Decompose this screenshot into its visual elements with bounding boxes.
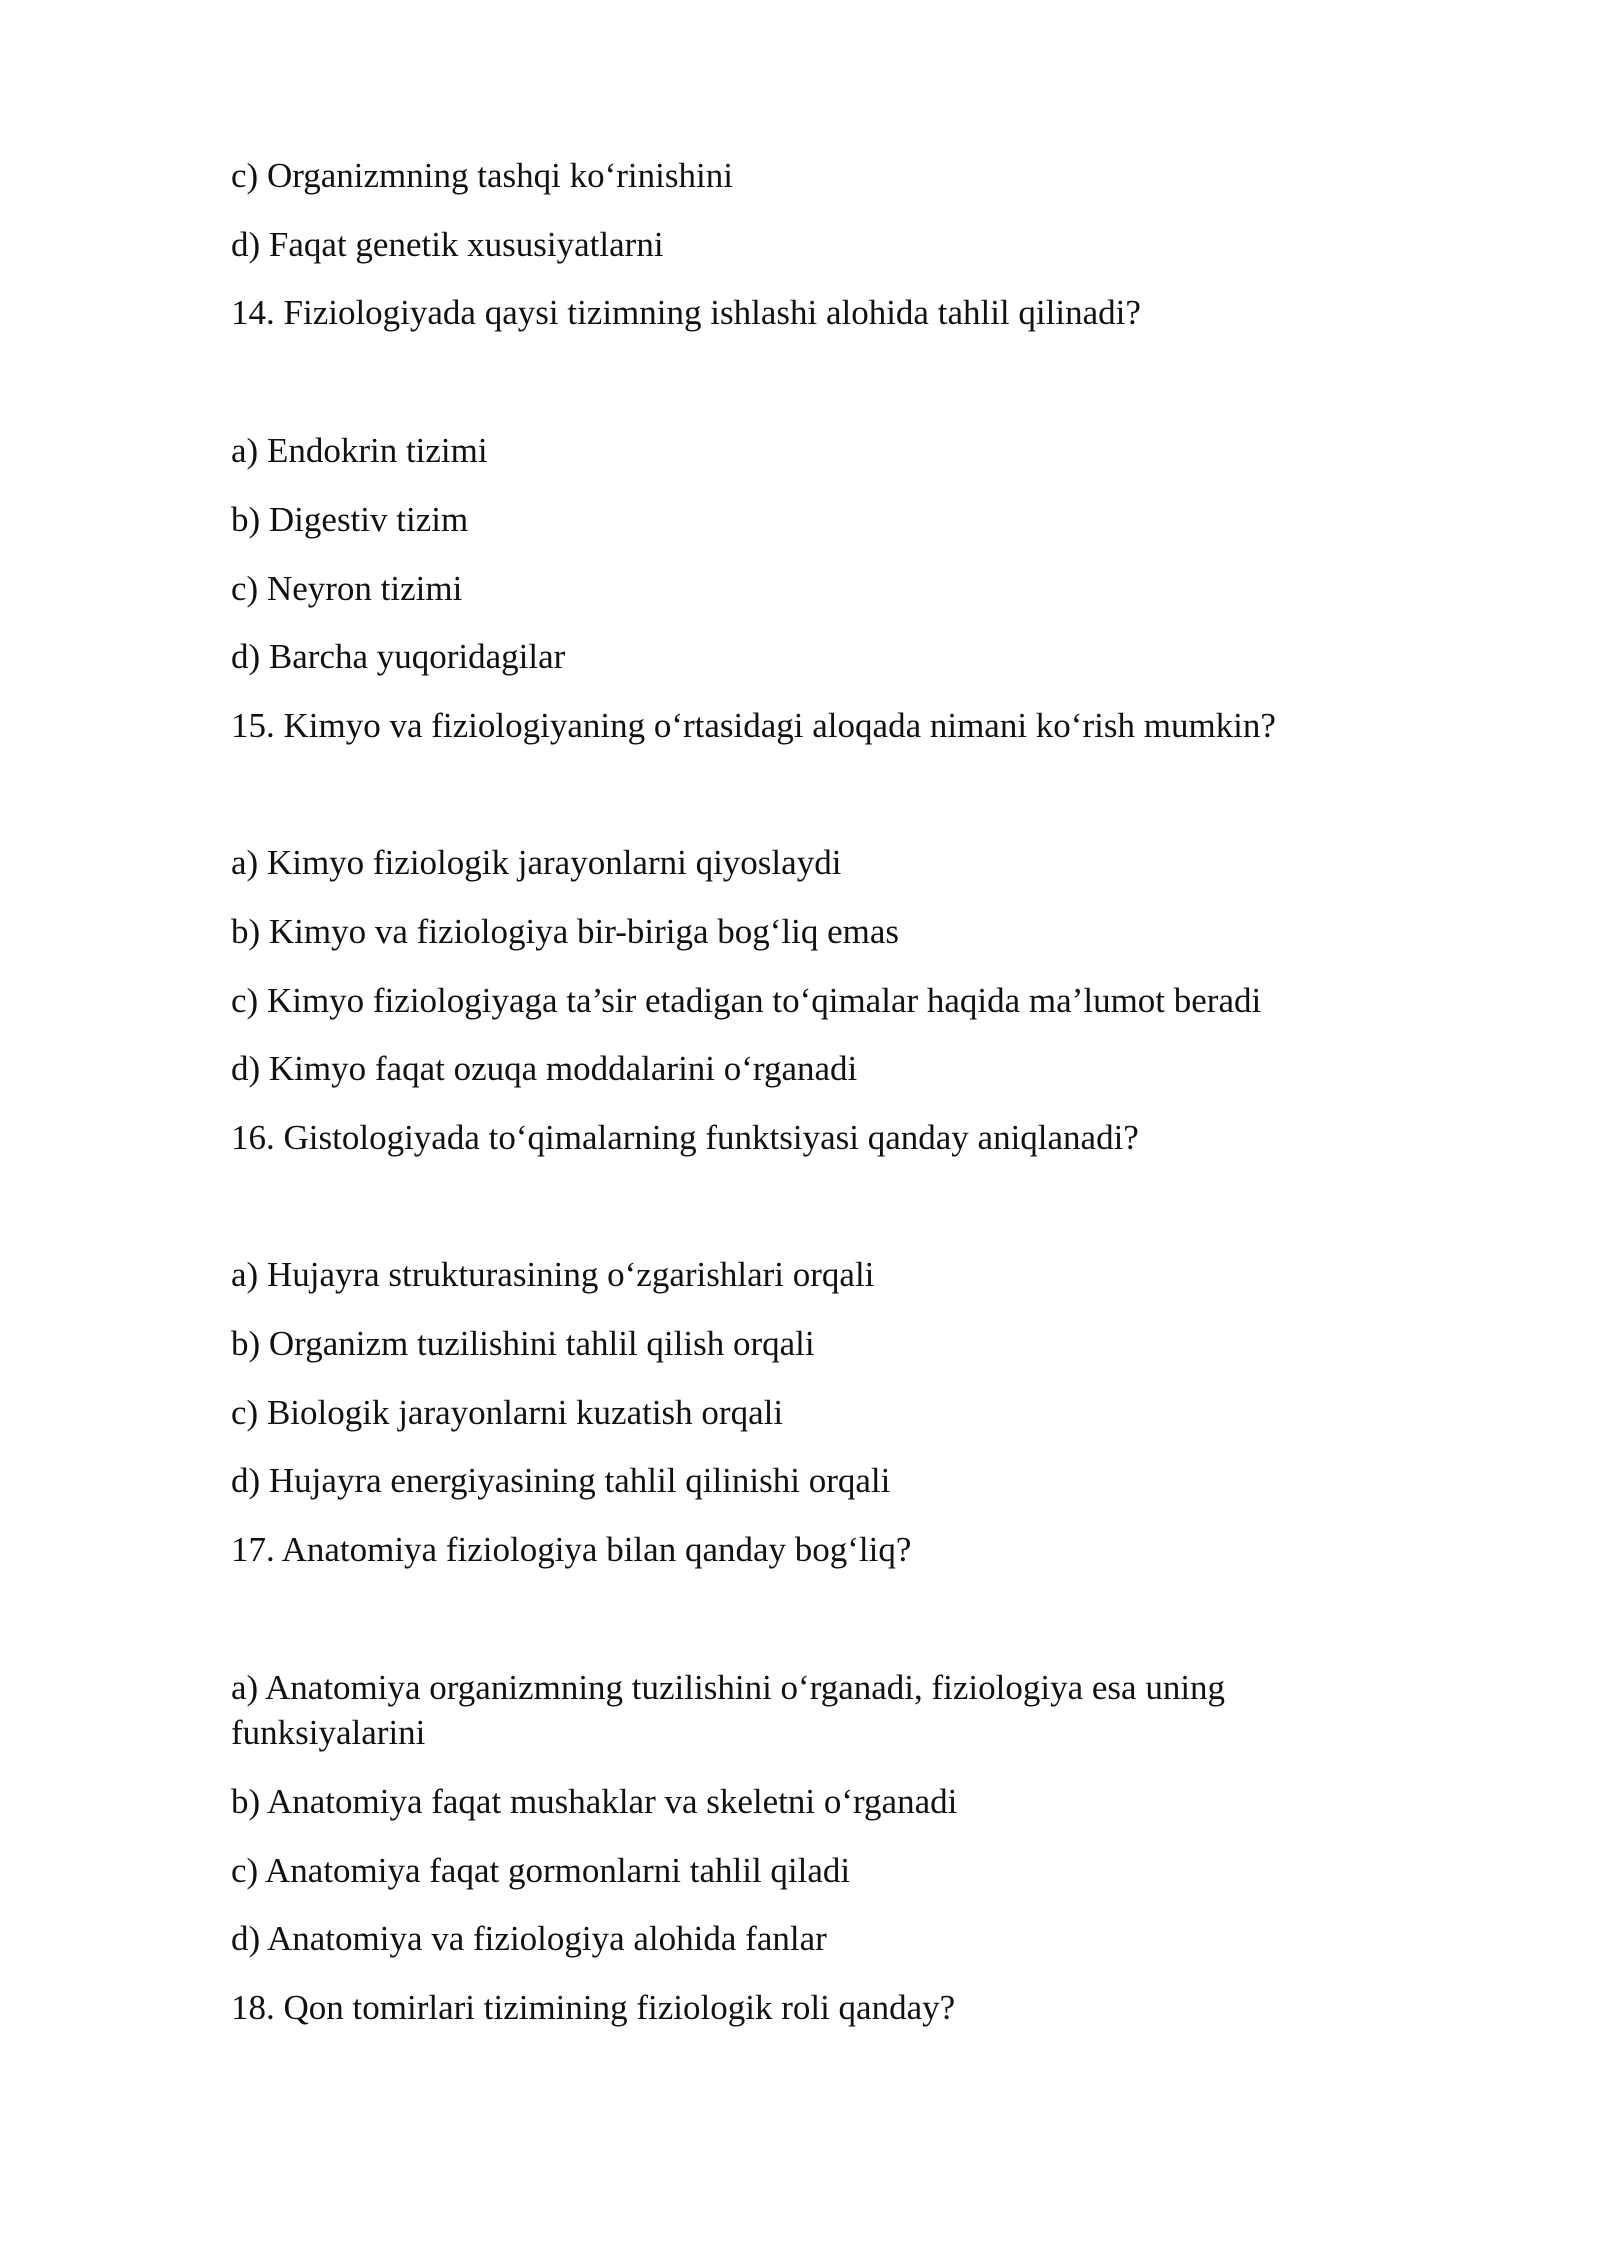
option-line: d) Faqat genetik xususiyatlarni [231, 225, 664, 264]
option-line: d) Anatomiya va fiziologiya alohida fanlar [231, 1919, 827, 1958]
option-line: b) Anatomiya faqat mushaklar va skeletni o‘rganadi [231, 1782, 958, 1821]
question-line: 16. Gistologiyada to‘qimalarning funktsiyasi qanday aniqlanadi? [231, 1118, 1139, 1157]
option-line-continuation: funksiyalarini [231, 1713, 426, 1752]
option-line: c) Biologik jarayonlarni kuzatish orqali [231, 1393, 784, 1432]
question-line: 18. Qon tomirlari tizimining fiziologik roli qanday? [231, 1988, 956, 2027]
question-line: 15. Kimyo va fiziologiyaning o‘rtasidagi aloqada nimani ko‘rish mumkin? [231, 706, 1276, 745]
option-line: c) Kimyo fiziologiyaga ta’sir etadigan to‘qimalar haqida ma’lumot beradi [231, 981, 1262, 1020]
option-line: d) Kimyo faqat ozuqa moddalarini o‘rganadi [231, 1049, 858, 1088]
option-line: c) Anatomiya faqat gormonlarni tahlil qiladi [231, 1851, 851, 1890]
question-line: 14. Fiziologiyada qaysi tizimning ishlashi alohida tahlil qilinadi? [231, 293, 1141, 332]
option-line: c) Organizmning tashqi ko‘rinishini [231, 156, 733, 195]
option-line: a) Anatomiya organizmning tuzilishini o‘rganadi, fiziologiya esa uning [231, 1668, 1226, 1707]
option-line: a) Hujayra strukturasining o‘zgarishlari orqali [231, 1255, 875, 1294]
option-line: d) Hujayra energiyasining tahlil qilinishi orqali [231, 1461, 891, 1500]
question-line: 17. Anatomiya fiziologiya bilan qanday bog‘liq? [231, 1530, 912, 1569]
option-line: b) Kimyo va fiziologiya bir-biriga bog‘liq emas [231, 912, 900, 951]
option-line: d) Barcha yuqoridagilar [231, 637, 566, 676]
option-line: b) Organizm tuzilishini tahlil qilish orqali [231, 1324, 815, 1363]
option-line: b) Digestiv tizim [231, 500, 469, 539]
option-line: a) Endokrin tizimi [231, 431, 488, 470]
option-line: c) Neyron tizimi [231, 569, 463, 608]
option-line: a) Kimyo fiziologik jarayonlarni qiyoslaydi [231, 843, 842, 882]
